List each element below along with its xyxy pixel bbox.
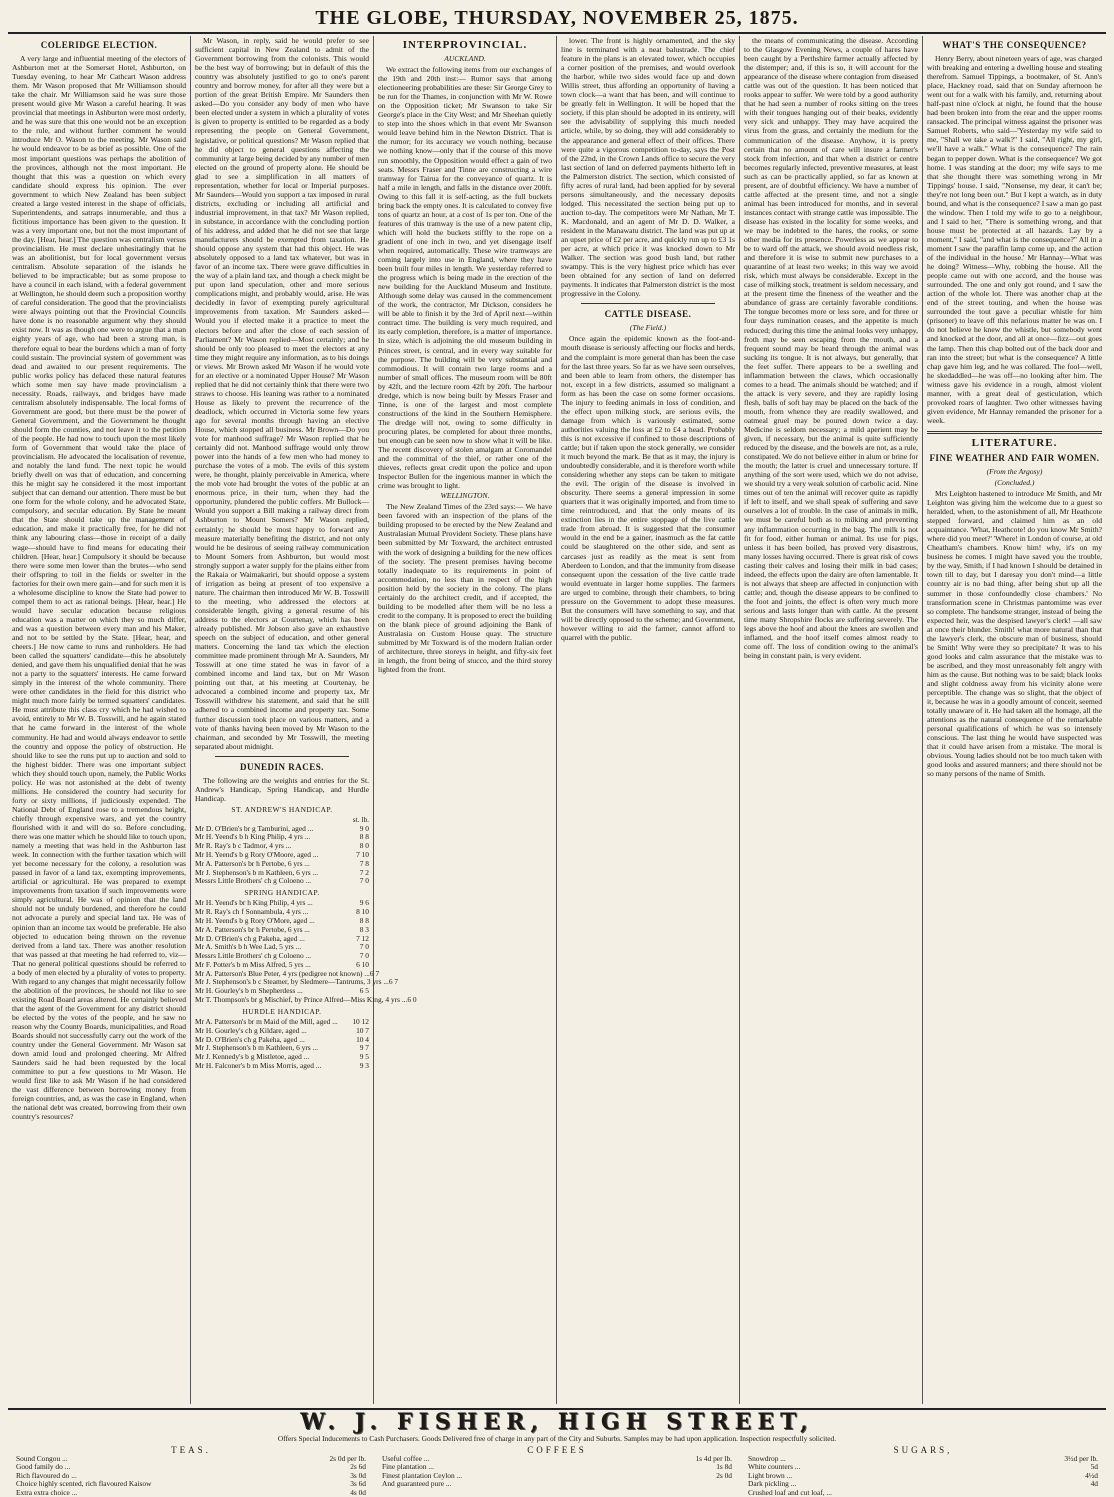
auckland-body: We extract the following items from our exchanges of the 19th and 20th inst:— Rumor says that among electioneering probabilities are these: Sir George Grey to be run for the Thames, in conjunction with Mr W. Rowe on the Opposition ticket; Mr Swanson to take Sir George's place in the City West; and Mr Sheehan quietly to step into the shoes which in that event Mr Swanson would leave behind him in the Newton District. That is the rumor; for its accuracy we vouch nothing, because we nothing know—only that if the course of this move run smoothly, the Opposition would effect a gain of two seats. Messrs Fraser and Tinne are constructing a wire tramway for Tairua for the conveyance of quartz. It is half a mile in length, and falls in the distance over 200ft. Owing to this fall it is self-acting, as the full buckets bring back the empty ones. It is calculated to convey five tons of quartz an hour, at a cost of 1s per ton. One of the features of this tramway is the use of a new patent clip, which will hold the buckets stiffly to the rope on a gradient of one inch in two, and yet disengage itself when required, automatically. These wire tramways are coming largely into use in England, where they have been built four miles in length. We yesterday referred to the progress which is being made in the erection of the new building for the Auckland Museum and Institute. Although some delay was caused in the commencement of the work, the contractor, Mr Dickson, considers he will be able to finish it by the 3rd of April next—within contract time. The building is very much required, and its early completion, therefore, is a matter of importance. In size, which is adjoining the old museum building in Princes street, is central, and in every way suitable for the purpose. The building will be very substantial and commodious. It will contain two large rooms and a number of small offices. The museum room will be 80ft by 42ft, and the lecture room 42ft by 20ft. The harbour dredge, which is now being built by Messrs Fraser and Tinne, is one of the largest and most complete constructions of the kind in the Southern Hemisphere. The dredge will not, owing to some difficulty in procuring plates, be completed for about three months, but enough can be seen now to show what it will be like. The recent discovery of stolen amalgam at Coromandel and the committal of the thief, or rather one of the thieves, reflects great credit upon the police and upon Inspector Bullen for the ingenious manner in which the crime was brought to light.	[378, 65, 552, 491]
consequence-heading: WHAT'S THE CONSEQUENCE?	[942, 40, 1087, 50]
race-unit: st. lb.	[352, 814, 369, 824]
race-entry-weight: 9 5	[359, 1052, 369, 1062]
race-entry-weight: 8 3	[359, 924, 369, 934]
race-entry-weight: 9 7	[359, 1043, 369, 1053]
section-double-rule	[927, 431, 1102, 434]
race-entry-weight: 10 4	[356, 1034, 369, 1044]
race-entry-horse: Mr H. Falconer's b m Miss Morris, aged ...	[195, 1060, 322, 1070]
race-entry-horse: Mr A. Patterson's br h Pertobe, 6 yrs ...	[195, 858, 310, 868]
race-entry-weight: 8 0	[359, 841, 369, 851]
ad-item-name: Useful coffee ...	[382, 1454, 430, 1463]
race-entry-horse: Mr H. Gourley's b m Shepherdess ...	[195, 986, 303, 996]
ad-price-row	[748, 1463, 1098, 1471]
race-entry-weight: 9 3	[359, 1060, 369, 1070]
race-entry-weight: 8 8	[359, 832, 369, 842]
ad-item-price: 1s 8d	[716, 1462, 732, 1472]
ad-item-name: Rich flavoured do ...	[16, 1470, 77, 1480]
race-entry-horse: Mr A. Patterson's br h Pertobe, 6 yrs ...	[195, 924, 310, 934]
ad-item-name: Extra extra choice ...	[16, 1487, 78, 1497]
fine-weather-heading: FINE WEATHER AND FAIR WOMEN.	[929, 452, 1100, 463]
ad-item-name: And guaranteed pure ...	[382, 1479, 452, 1489]
cattle-disease-body: Once again the epidemic known as the foot-and-mouth disease is seriously affecting our flocks and herds, and the complaint is more general than has been the case for the last three years. So far as we have seen ourselves, and been able to learn from others, the distemper has not, except in a few districts, assumed so malignant a form as has been the case on some former occasions. The injury to feeding animals in loss of condition, and the effect upon milking stock, are serious evils, the damage from which is variously estimated, some authorities valuing the loss at £2 to £4 a head. Probably this is not excessive if confined to those descriptions of cattle; but if taken upon the stock generally, we consider it much beyond the mark. Be that as it may, the injury is undoubtedly considerable, and it is therefore worth while considering whether any steps can be taken to mitigate the evil. The origin of the disease is involved in obscurity. There seems a general impression in some quarters that it was originally imported, and from time to time reintroduced, and that the only means of its extinction lies in the entire stoppage of the live cattle trade from abroad. It is suggested that the consumer would in the end be a gainer, inasmuch as the fat cattle could be slaughtered on the other side, and sent as carcases just as readily as the meat is sent from Aberdeen to London, and that the immunity from disease consequent upon the cessation of the live cattle trade would eventuate in larger home supplies. The farmers are urged to combine, through their chambers, to bring pressure on the Government to adopt these measures. But the consumers will have something to say, and that will be directly opposed to the scheme; and Government, however willing to aid the farmer, cannot afford to quarrel with the public.	[561, 334, 735, 642]
ad-price-lists	[8, 1445, 1106, 1497]
race-entry-horse: Mr F. Potter's b m Miss Alfred, 5 yrs ...	[195, 959, 311, 969]
ad-item-name: Choice highly scented, rich flavoured Kaisow	[16, 1479, 152, 1489]
ad-item-price: 2s 0d per lb.	[329, 1454, 366, 1463]
race-entry-weight: 9 0	[359, 823, 369, 833]
consequence-body: Henry Berry, about nineteen years of age, was charged with breaking and entering a dwelling house and stealing therefrom. Samuel Tippings, a bootmaker, of St. Ann's place, Hackney road, said that on Sunday afternoon he went out for a walk with his family, and, returning about half-past nine o'clock at night, he found that the house had been broken into from the rear and the upper rooms ransacked. The principal witness against the prisoner was Samuel Roberts, who said—'Yesterday my wife said to me, "Shall we take a walk?" I said, "All right, my girl, we'll have a walk." What is the consequence? The rain began to pepper down. What is the consequence? We got home. I was standing at the door; my wife says to me that she thought there was something wrong in Mr Tippings' house. I said, "Nonsense, my dear, it can't be; they're not long been out." But I kept a watch, as in duty bound, and what is the consequence? I saw a man go past the window. Then I told my wife to go to a neighbour, and I said to her, "There is something wrong, and that house must be protected at all hazards. Lay by a moment," I said, "and what is the consequence?" All in a moment I saw the paraffin lamp come up, and the action of the individual in the house.' Mr Hannay—What was he doing? Witness—Why, robbing the house. All the people came out with one accord, and the house was surrounded. The one and only got round, and I saw the action of the whole lot. There was another chap at the end of the street touting, and when the house was surrounded the tout gave a peculiar whistle for him (prisoner) to leave off this nefarious matter he was on. I do not believe he knew the whistle, but somebody went and knocked at the door, and all at once—fizz—out goes the lamp. Then this chap bolted out of the back door and ran into the street; but what is the consequence? A little chap gave him leg, and he was collared. The fool—well, he skedaddled—he was off—no looking after him. The witness gave his evidence in a rough, almost violent manner, with a great deal of gesticulation, which provoked roars of laughter. Two other witnesses having given evidence, Mr Hannay remanded the prisoner for a week.	[927, 54, 1102, 425]
section-rule	[581, 303, 715, 304]
ad-section	[374, 1445, 740, 1497]
race-entry-weight: 8 10	[356, 907, 369, 917]
ad-item-name: Light brown ...	[748, 1470, 793, 1480]
ad-item-price: 3½d per lb.	[1064, 1454, 1098, 1463]
ad-section-title: SUGARS,	[893, 1445, 953, 1455]
race-entry-weight: 6 7	[388, 977, 399, 987]
literature-heading: LITERATURE.	[971, 436, 1058, 449]
ad-item-price: 4d	[1090, 1479, 1098, 1489]
ad-title: W. J. FISHER, HIGH STREET,	[300, 1409, 814, 1435]
coleridge-election-heading: COLERIDGE ELECTION.	[40, 40, 158, 50]
race-entry-horse: Mr H. Gourley's ch g Kildare, aged ...	[195, 1025, 307, 1035]
race-entry-weight: 7 12	[356, 933, 369, 943]
wellington-body: The New Zealand Times of the 23rd says:— We have been favored with an inspection of the plans of the building proposed to be erected by the New Zealand and Australasian Mutual Provident Society. These plans have been submitted by Mr Toxward, the architect entrusted with the work of designing a building for the new offices of the society. The present premises having become totally inadequate to its requirements in point of accommodation, no less than in respect of the high position held by the society in the colony. The plans certainly do the architect credit, and if accepted, the building to be modelled after them will be no less a credit to the company. It is proposed to erect the building on the blank piece of ground adjoining the Bank of Australasia on Custom House quay. The structure submitted by Mr Toxward is of the modern Italian order of architecture, three storeys in height, and fifty-six feet in length, the front being of stucco, and the third storey lighted from the front.	[378, 502, 552, 675]
column-1	[8, 36, 191, 1404]
ad-price-row	[748, 1455, 1098, 1463]
race-entry-weight: 7 2	[359, 867, 369, 877]
column-2	[191, 36, 417, 1404]
ad-item-name: Good family do ...	[16, 1462, 71, 1472]
cattle-disease-continued: the means of communicating the disease. According to the Glasgow Evening News, a couple of hares have been caught by a Perthshire farmer actually affected by the distemper; and, if this is so, it will account for the appearance of the disease where contagion from diseased cattle was out of the question. It has been noticed that rooks appear to suffer. We were told by a good authority that he had seen a number of rooks sitting on the trees with their tongues hanging out of their beaks, evidently very sick and unhappy. They may have acquired the virus from the grass, and certainly the medium for the communication of the disease. Anyhow, it is pretty certain that no amount of care will insure a farmer's stock from infection, and that when a district or centre becomes regularly infected, preventive measures, at least such as can be practically applied, so far as known at present, are of doubtful efficiency. We have a number of cattle affected at the present time, and not a single animal has been introduced for months, and in several instances contact with strange cattle was impossible. The disease has existed in the locality for some weeks, and we may be indebted to the hares, the rooks, or some other media for its presence. Powerless as we appear to be to ward off the attack, we should avoid needless risk, and therefore it is wise to submit new purchases to a quarantine of at least two weeks; in this way we avoid risk, which must always be considerable. Except in the case of milking stock, treatment is seldom necessary, and at the present time the fineness of the weather and the abundance of grass are certainly favorable conditions. The tongue becomes more or less sore, and for three or four days rumination ceases, and the appetite is much reduced; during this time the animal looks very unhappy, froth may be seen escaping from the mouth, and a frequent sound may be heard through the animal was sucking its tongue. It is not always, but generally, that the feet suffer. There appears to be a swelling and inflammation between the claws, which occasionally comes to a head. The animals should be watched; and if the attack is very severe, and they are rapidly losing flesh, balls of soft hay may be placed on the back of the mouth, from whence they are readily swallowed, and oatmeal gruel may be poured down twice a day. Medicine is seldom necessary; a mild aperient may be given, if necessary, but the animal is quite sufficiently reduced by the disease, and the bowels are not, as a rule, constipated. We do not believe either in alum or brine for the mouth; the latter is cruel and unnecessary torture. If anything of the sort were used, which we do not advise, we should try a very weak solution of carbolic acid. Nine times out of ten the animal will recover quite as rapidly if left to itself, and we shall speak of suffering and save ourselves a lot of trouble. In the case of animals in milk, we must be careful both as to milking and preventing any inflammation occurring in the bag. The milk is not fit for food, either human or animal. Its use for pigs, unless it has been boiled, has proved very disastrous, many losses having occurred. There is great risk of cows casting their calves and losing their milk in bad cases; indeed, the effects upon the dairy are often lamentable. It is not always that sheep are affected in conjunction with cattle; and, though the disease appears to be confined to the foot and joints, the effect is often very much more serious and lasts longer than with cattle. At the present time many Shropshire flocks are suffering severely. The legs above the hoof and about the knees are swollen and inflamed, and the hoof itself comes almost ready to come off. The loss of condition owing to the animal's being in constant pain, is very evident.	[744, 36, 918, 661]
coleridge-election-body: A very large and influential meeting of the electors of Ashburton met at the Somerset Hotel, Ashburton, on Tuesday evening, to hear Mr Cathcart Wason address them. Mr Wason proposed that Mr Williamson should take the chair. Mr Williamson said he was sure those present would give Mr Wason a careful hearing. It was provincial that meetings in Ashburton were most orderly, and he was sure that this one would not be an exception to the rule, and without further comment he would introduce Mr O. Wason to the meeting. Mr Wason said he would endeavor to be as brief as possible. One of the most important questions was perhaps the abolition of the provinces, although not the most important. He thought that this was a question on which every candidate should express his opinion. The ever government to which New Zealand has been subject created a large vested interest in the shape of officials, Superintendents, and satraps innumerable, and thus a fictitious importance has been given to the question. It was a very important one, but not the most important of the day. [Hear, hear.] The question was centralism versus provincialism. He must declare unhesitatingly that he was an abolitionist, but for local government versus centralism. Absolute separation of the islands he believed to be impracticable; but as some propose to have a council in each island, with a federal government at Wellington, he should deem such a proposition worthy of careful consideration. The good that the provincialists were always pointing out that the Provincial Councils have done is no reasonable argument why they should exist now. It was as though one were to argue that a man eighty years of age, who had been a strong man, is therefore equal to bear the burdens which a man of forty could sustain. The provincial system of government was dead and awaited to our present requirements. The public works policy has defaced these natural features which some men say have made provincialism a necessity. Roads, railways, and bridges have made centralism absolutely indispensable. The local forms of Government are good, but there must be the power of General Government, and the Government he thought should form the counties, and not leave it to the petition of the people. He had now to touch upon the most likely form of Government that would take the place of provincialism. He advocated the localisation of revenue, and notably the land fund. The next topic he would briefly dwell on was that of education, and concerning this he might say he considered it the most important subject that can demand our attention. There must be but one form for the whole colony, and he advocated State, compulsory, and secular education. By State he meant that the State should take up the management of education, and make it practically free, for he did not think any labouring class—those in receipt of a daily wage—should have to find means for educating their children. [Hear, hear.] Compulsory it should be because there were some men lower than the brutes—who send their offspring to toil in the fields or swelter in the factories for their own mere gain—and for such men it is a wholesome discipline to know the State had power to compel them to act as rational beings. [Hear, hear.] He would have secular education because religious education was a matter on which they so much differ, and was a question between every man and his Maker, and not to be settled by the State. [Hear, hear, and cheers.] He now came to runs and runholders. He had been called the squatters' candidate—this he absolutely denied, and gave them his unqualified denial that he was not a party to the squatters' interests. He came forward simply in the interest of the whole community. There were other candidates in the field for this district who might much more fairly be termed squatters' candidates. He must attribute this class cry which he had wished to avoid, entirely to Mr W. B. Tosswill, and he again stated that he came forward in the interest of the whole community. He had and would always endeavor to settle the country and oppose the policy of obstruction. He should like to see the runs put up to auction and sold to the highest bidder. There was one important subject which they should touch upon, namely, the Public Works policy. He was not astonished at the debt of twenty millions. He considered the country had security for forty or sixty millions, if judiciously expended. The National Debt of England rose to a tremendous height, chiefly through expensive wars, and yet the country flourished with it and will do so. Before concluding, there was one matter which he should like to touch upon, namely a meeting that was held in the Ashburton last week. In connection with the further taxation which will yet become necessary for the colony, a resolution was passed in favor of a land tax, exempting improvements, artificial or agricultural. He was prepared to exempt improvements from taxation if such improvements were simply agricultural. He was of opinion that the land should not be unduly burdened, and therefore he could not advocate a purely and special land tax. He was of opinion than an income tax would be preferable. He also objected to education being thrown on the revenue derived from a land tax. There was another resolution that was passed at that meeting he had referred to, viz—That no general political questions should be referred to a body of men elected by a plurality of votes to property. With regard to any changes that might necessarily follow the abolition of the provinces, he should not like to see existing Road Board areas altered. He certainly believed that the agent of the Government for any district should be elected by the votes of the people, and he saw no reason why the County Boards, municipalities, and Road Boards should not successfully carry out the work of the country under the General Government. Mr Wason sat down amid loud and prolonged cheering. Mr Alfred Saunders said he had been requested by the local committee to put a few questions to Mr Wason. He would first like to ask Mr Wason if he had considered the vast difference between borrowing money from foreign countries, and, as was the case in England, when the national debt was created, borrowing from their own country's resources?	[12, 54, 186, 1122]
race-entry-horse: Mr T. Thompson's br g Mischief, by Prince Alfred—Miss King, 4 yrs ...	[195, 995, 408, 1005]
fisher-advertisement	[8, 1408, 1106, 1497]
race-entry-horse: Mr H. Yeend's b g Rory O'More, aged ...	[195, 915, 315, 925]
race-entry	[195, 877, 369, 886]
auckland-subheading: AUCKLAND.	[444, 54, 486, 63]
race-entry-weight: 6 10	[356, 959, 369, 969]
race-entry-weight: 7 0	[359, 951, 369, 961]
race-entry-horse: Mr A. Patterson's Blue Peter, 4 yrs (pedigree not known) ...	[195, 968, 370, 978]
ad-item-price: 3s 0d	[350, 1470, 366, 1480]
fine-weather-body: Mrs Leighton hastened to introduce Mr Smith, and Mr Leighton was giving him the welcome due to a guest so heralded, when, to the astonishment of all, Mr Heathcote stepped forward, and claimed him as an old acquaintance. 'What, Heathcote! do you know Mr Smith? where did you meet?' 'Where! in London of course, at old Cheatham's chambers. Know him! why, it's on my business he comes. I might have saved you the trouble, by the way, Smith, if I had known I should be detained in town till to day, but I daresay you don't mind—a little country air is no bad thing, after being shut up all the summer in those confoundedly close chambers.' No transformation scene in Christmas pantomime was ever so complete. The handsome stranger, instead of being the expected heir, was the despised lawyer's clerk! —all saw at once their blunder. Smith! what more natural than that the lawyer's clerk, the obscure man of business, should be Smith! Why were they so precipitate? It was to his good looks and calm assurance that the mistake was to be ascribed, and they most unreasonably felt angry with him as the cause. But nothing was to be said; black looks and slight coldness away from his vicinity alone were perceptible. The change was so slight, that the object of it, because he was in a goodly amount of conceit, seemed totally unaware of it. He had taken all the homage, all the attentions as the natural consequence of the remarkable personal qualifications of which he was so intensely conscious. The last thing he would have suspected was that it could have arisen from a mistake. The moral is obvious. Young ladies should not be too much taken with good looks and assured manners; and there should not be so many persons of the name of Smith.	[927, 489, 1103, 779]
column-5	[740, 36, 923, 1404]
race-entry-horse: Messrs Little Brothers' ch g Coloeno ...	[195, 876, 312, 886]
ad-item-price: 2s 6d	[350, 1462, 366, 1472]
column-3	[374, 36, 557, 1404]
race-entry-horse: Mr D. O'Brien's ch g Pakeha, aged ...	[195, 1034, 305, 1044]
race-entry-horse: Mr D. O'Brien's br g Tamburini, aged ...	[195, 823, 314, 833]
news-columns	[8, 36, 1106, 1404]
race-entry-weight: 10 7	[356, 1025, 369, 1035]
race-entry-horse: Mr H. Yeend's br h King Philip, 4 yrs ...	[195, 898, 313, 908]
ad-item-price: 4s 0d	[350, 1487, 366, 1497]
race-entry-horse: Mr J. Stephenson's b c Steamer, by Sledmere—Tantrums, 3 yrs ...	[195, 977, 389, 987]
ad-item-price: 4½d	[1085, 1470, 1098, 1480]
race-entry-horse: Mr A. Smith's b h Wee Lad, 5 yrs ...	[195, 942, 302, 952]
race-entry-horse: Mr D. O'Brien's ch g Pakeha, aged ...	[195, 933, 305, 943]
column-6	[923, 36, 1106, 1404]
race-entry-weight: 7 0	[359, 942, 369, 952]
race-title: HURDLE HANDICAP.	[242, 1006, 322, 1016]
ad-price-row	[382, 1455, 732, 1463]
ad-tagline: Offers Special Inducements to Cash Purchasers. Goods Delivered free of charge in any part of the City and Suburbs. Samples may be had upon application. Inspection respectfully solicited.	[277, 1434, 837, 1443]
ad-item-name: Finest plantation Ceylon ...	[382, 1470, 463, 1480]
ad-item-name: Sound Congou ...	[16, 1454, 68, 1463]
race-entry-horse: Messrs Little Brothers' ch g Coloeno ...	[195, 951, 312, 961]
ad-item-name: Dark pickling ...	[748, 1479, 797, 1489]
ad-item-name: Crushed loaf and cut loaf, ...	[748, 1487, 832, 1497]
ad-item-price: 3s 6d	[350, 1479, 366, 1489]
race-entry	[195, 1062, 369, 1071]
ad-section	[740, 1445, 1106, 1497]
ad-section-title: TEAS.	[171, 1445, 211, 1455]
race-title: SPRING HANDICAP.	[244, 888, 320, 898]
race-entry	[195, 995, 417, 1005]
ad-item-price: 2s 0d	[716, 1470, 732, 1480]
race-entry-horse: Mr H. Yeend's b h King Philip, 4 yrs ...	[195, 832, 311, 842]
ad-item-name: Snowdrop ...	[748, 1454, 786, 1463]
race-entry-weight: 7 10	[356, 850, 369, 860]
masthead: THE GLOBE, THURSDAY, NOVEMBER 25, 1875.	[8, 4, 1106, 34]
race-entry-weight: 7 0	[359, 876, 369, 886]
concluded-note: (Concluded.)	[994, 477, 1035, 487]
race-entry-horse: Mr J. Stephenson's b m Kathleen, 6 yrs ...	[195, 1043, 319, 1053]
ad-section-title: COFFEES	[527, 1445, 587, 1455]
section-rule	[215, 756, 349, 757]
ad-item-name: White counters ...	[748, 1462, 801, 1472]
race-entry-weight: 6 0	[407, 995, 417, 1005]
wellington-subheading: WELLINGTON.	[440, 491, 490, 501]
ad-item-price: 1s 4d per lb.	[695, 1454, 732, 1463]
ad-item-name: Fine plantation ...	[382, 1462, 434, 1472]
race-entries	[195, 804, 417, 1071]
ad-price-row	[748, 1472, 1098, 1480]
race-entry-horse: Mr J. Kennedy's b g Mistletoe, aged ...	[195, 1052, 310, 1062]
race-entry-horse: Mr A. Patterson's br m Maid of the Mill, aged ...	[195, 1016, 338, 1026]
race-entry-weight: 6 7	[369, 968, 380, 978]
ad-price-row	[382, 1480, 732, 1488]
race-entry-horse: Mr R. Ray's ch f Sonnambula, 4 yrs ...	[195, 907, 309, 917]
cattle-disease-heading: CATTLE DISEASE.	[604, 309, 692, 320]
race-entry-horse: Mr R. Ray's b c Tadmor, 4 yrs ...	[195, 841, 292, 851]
race-title: ST. ANDREW'S HANDICAP.	[231, 804, 333, 814]
ad-item-price: 5d	[1090, 1462, 1098, 1472]
argosy-source: (From the Argosy)	[986, 466, 1043, 476]
coleridge-election-continued: Mr Wason, in reply, said he would prefer to see sufficient capital in New Zealand to admit of the Government borrowing from the colonists. This would be the best way of borrowing; but in default of this the country was absolutely justified to go to one's parent country and borrow money, for after all they were but a portion of the great British Empire. Mr Saunders then asked—Do you consider any body of men who have been elected under a system in which a plurality of votes is given to property is entitled to be regarded as a body representing the people on General Government, legislative, or political questions? Mr Wason replied that he did object to general questions affecting the community at large being decided by any number of men elected on the ground of property alone. He should be glad to see a simplification in all matters of representation, whether for local or Imperial purposes. Mr Saunders—Would you support a tax imposed in rural districts, excluding or including all artificial and industrial improvement, in that tax? Mr Wason replied, in substance, in accordance with the concluding portion of his address, and added that he did not see that large manufacturers should be exempted from taxation. He should oppose any system that had this object. He was absolutely opposed to a land tax whatever, but was in favor of an income tax. There were grave difficulties in the way of a plain land tax, and though a check might be put upon land speculation, other and more serious complications might, and probably would, arise. He was decidedly in favor of exempting purely agricultural improvements from taxation. Mr Saunders asked—Would you if elected make it a practice to meet the electors before and after the close of each session of Parliament? Mr Wason replied—Most certainly; and he should be only too pleased to meet the electors at any time they might require any information, as to his doings or views. Mr Brown asked Mr Wason if he would vote for an elective or a nominated Upper House? Mr Wason replied that he did not certainly think that there were two straws to choose. His leaning was rather to a nominated House as likely to prevent the recurrence of the deadlock, which occurred in Victoria some few years ago for several months through having an elective House, which stopped all business. Mr Brown—Do you vote for manhood suffrage? Mr Wason replied that he certainly did not. Manhood suffrage would only throw power into the hands of a few men who had money to purchase the votes of a mob. The evils of this system were, he thought, plainly perceivable in America, where the mob vote had brought the votes of the public at an enormous price, in their turn, when they had the opportunity, plundered the public coffers. Mr Bullock—Would you support a Bill making a railway direct from Ashburton to Mount Somers? Mr Wason replied, certainly; he should be most happy to forward any measure materially benefiting the district, and not only would he be desirous of seeing railway communication to Mount Somers from Ashburton, but would most strongly support a water supply for the plains either from the Rakaia or Waimakariri, but should oppose a system of irrigation as being at present of too expensive a nature. The chairman then introduced Mr W. B. Tosswill to the meeting, who addressed the electors at considerable length, giving a general resume of his address to the electors at Courtenay, which has been already published. Mr Jobson also gave an exhaustive speech on the subject of education, and other general matters. Concerning the land tax which the election committee made prominent through Mr A. Saunders, Mr Tosswill at one time stated he was in favor of a combined income and land tax, but on Mr Wason pointing out that, at his meeting at Courtenay, he advocated a combined income and property tax, Mr Tosswill withdrew his statement, and said that he still adhered to a combined income and property tax. Some further discussion took place on various matters, and a vote of thanks having been moved by Mr Wason to the chairman, and seconded by Mr Tosswill, the meeting separated about midnight.	[195, 36, 369, 751]
race-entry-weight: 7 8	[359, 858, 369, 868]
ad-section	[8, 1445, 374, 1497]
ad-price-row	[748, 1489, 1098, 1497]
race-entry-weight: 6 5	[359, 986, 369, 996]
dunedin-races-intro: The following are the weights and entries for the St. Andrew's Handicap, Spring Handicap, and Hurdle Handicap.	[195, 775, 369, 803]
race-entry-weight: 8 8	[359, 915, 369, 925]
wellington-continued: lower. The front is highly ornamented, and the sky line is terminated with a neat balustrade. The chief feature in the plans is an elevated tower, which occupies a corner position of the premises, and would overlook the harbor, while two sides would face up and down Willis street, thus affording an opportunity of having a town clock—a want that has been, and will continue to be greatly felt in Wellington. It will be hoped that the society, if this plan should be adopted in its entirety, will see the advisability of supplying this much needed article, while, by so doing, they will add considerably to the appearance and general effect of their offices. There were quite a vigorous competition to-day, says the Post of the 22nd, in the Crown Lands office to secure the very last section of land on deferred payments hitherto left in the Palmerston district. The section, which consisted of fifty acres of rural land, had been applied for by several persons simultaneously, and the necessary deposits lodged. This necessitated the section being put up to auction to-day. The competitors were Mr Nathan, Mr T. K. Macdonald, and an agent of Mr D. D. Walker, a resident in the Manawatu district. The land was put up at an upset price of £2 per acre, and quickly run up to £3 1s per acre, at which price it was knocked down to Mr Walker. The section was good bush land, but rather swampy. This is the very highest price which has ever been obtained for any section of land on deferred payments. It indicates that Palmerston district is the most progressive in the Colony.	[561, 36, 735, 299]
race-entry-weight: 10 12	[352, 1016, 369, 1026]
race-entry-horse: Mr H. Yeend's b g Rory O'Moore, aged ...	[195, 850, 319, 860]
race-entry-weight: 9 6	[359, 898, 369, 908]
dunedin-races-heading: DUNEDIN RACES.	[239, 761, 324, 772]
interprovincial-heading: INTERPROVINCIAL.	[402, 39, 528, 51]
race-entry-horse: Mr J. Stephenson's b m Kathleen, 6 yrs ...	[195, 867, 319, 877]
cattle-disease-source: (The Field.)	[629, 323, 667, 333]
ad-price-row	[16, 1489, 366, 1497]
column-4	[557, 36, 740, 1404]
